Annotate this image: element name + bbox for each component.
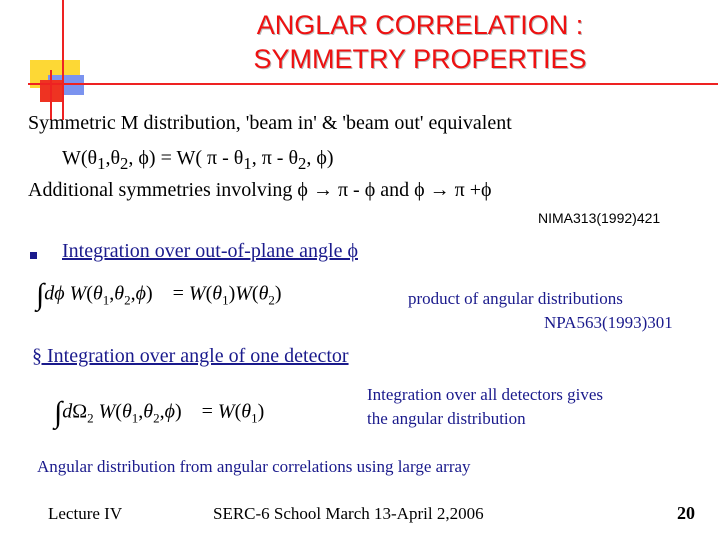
footer-school: SERC-6 School March 13-April 2,2006 xyxy=(213,504,484,523)
slide-title xyxy=(140,8,700,76)
page-number: 20 xyxy=(677,503,695,523)
note-product-distributions: product of angular distributions xyxy=(408,289,623,308)
equation-one-detector: $\int d\Omega_2$ $W(\theta_1,\theta_2,\phi)$ = $W(\theta_1)$ xyxy=(54,396,265,429)
summary-text: Angular distribution from angular correlations using large array xyxy=(37,457,471,476)
bullet-square xyxy=(30,252,37,259)
text-additional-symmetries: Additional symmetries involving ϕ → π - ϕ and ϕ → π +ϕ xyxy=(28,179,492,201)
decor-horizontal-line xyxy=(28,83,718,85)
note-all-detectors-1: Integration over all detectors gives xyxy=(367,385,604,404)
note-all-detectors-2: the angular distribution xyxy=(367,409,526,428)
footer-lecture: Lecture IV xyxy=(48,504,123,523)
equation-out-of-plane: ∫dϕ $W(\theta_1,\theta_2,\phi)$ = $W(\theta_1)W(\theta_2)$ xyxy=(36,278,282,311)
heading-one-detector-label: Integration over angle of one detector xyxy=(47,345,349,367)
title-line-1: ANGLAR CORRELATION : xyxy=(256,10,584,40)
reference-npa: NPA563(1993)301 xyxy=(544,313,673,332)
bullet-section-marker: § xyxy=(32,345,42,367)
title-line-2: SYMMETRY PROPERTIES xyxy=(253,44,587,74)
heading-one-detector xyxy=(32,344,349,368)
equation-symmetry: $W(\theta_1,\theta_2$, ϕ) = W( π - $\theta_1$, π - $\theta_2$, ϕ) xyxy=(62,147,334,173)
text-symmetric-distribution: Symmetric M distribution, 'beam in' & 'beam out' equivalent xyxy=(28,112,512,134)
heading-out-of-plane: Integration over out-of-plane angle ϕ xyxy=(62,240,358,262)
decor-vertical-line xyxy=(62,0,64,120)
reference-nima: NIMA313(1992)421 xyxy=(538,210,661,226)
